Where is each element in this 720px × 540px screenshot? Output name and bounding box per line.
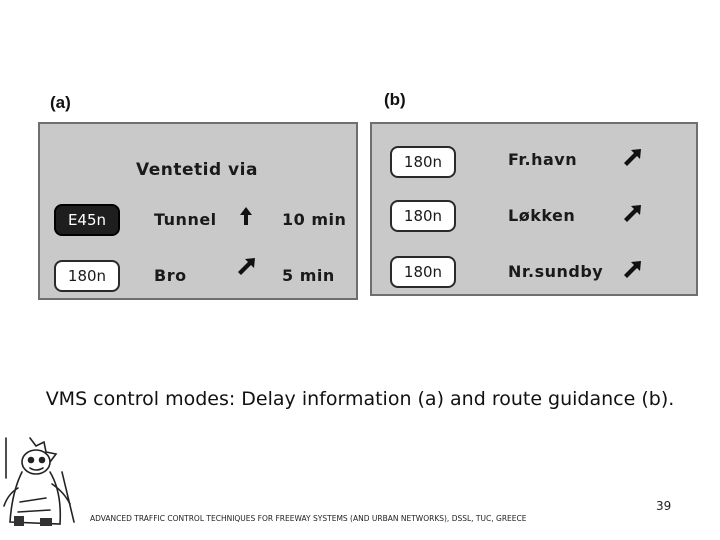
destination-name: Nr.sundby [508,262,604,281]
destination-name: Fr.havn [508,150,578,169]
panel-b-route-guidance [370,122,698,296]
panel-a-label: (a) [50,93,71,112]
page-number: 39 [656,499,672,513]
route-code-badge: 180n [390,256,456,288]
delay-time: 10 min [282,210,347,229]
up-arrow-icon [236,206,256,226]
destination-name: Løkken [508,206,576,225]
route-code-badge: 180n [390,200,456,232]
delay-time: 5 min [282,266,335,285]
up-right-arrow-icon [622,148,642,168]
up-right-arrow-icon [622,204,642,224]
route-name: Bro [154,266,187,285]
panel-b-label: (b) [384,90,406,109]
up-right-arrow-icon [236,257,256,277]
figure-caption: VMS control modes: Delay information (a) and route guidance (b). [45,388,675,410]
panel-a-heading: Ventetid via [136,160,258,180]
footer-text: ADVANCED TRAFFIC CONTROL TECHNIQUES FOR FREEWAY SYSTEMS (AND URBAN NETWORKS), DSSL, TUC, GREECE [90,514,527,523]
route-code-badge: 180n [390,146,456,178]
mascot-logo-icon [0,432,80,532]
panel-a-delay-information [38,122,358,300]
route-code-badge: E45n [54,204,120,236]
route-name: Tunnel [154,210,217,229]
up-right-arrow-icon [622,260,642,280]
route-code-badge: 180n [54,260,120,292]
